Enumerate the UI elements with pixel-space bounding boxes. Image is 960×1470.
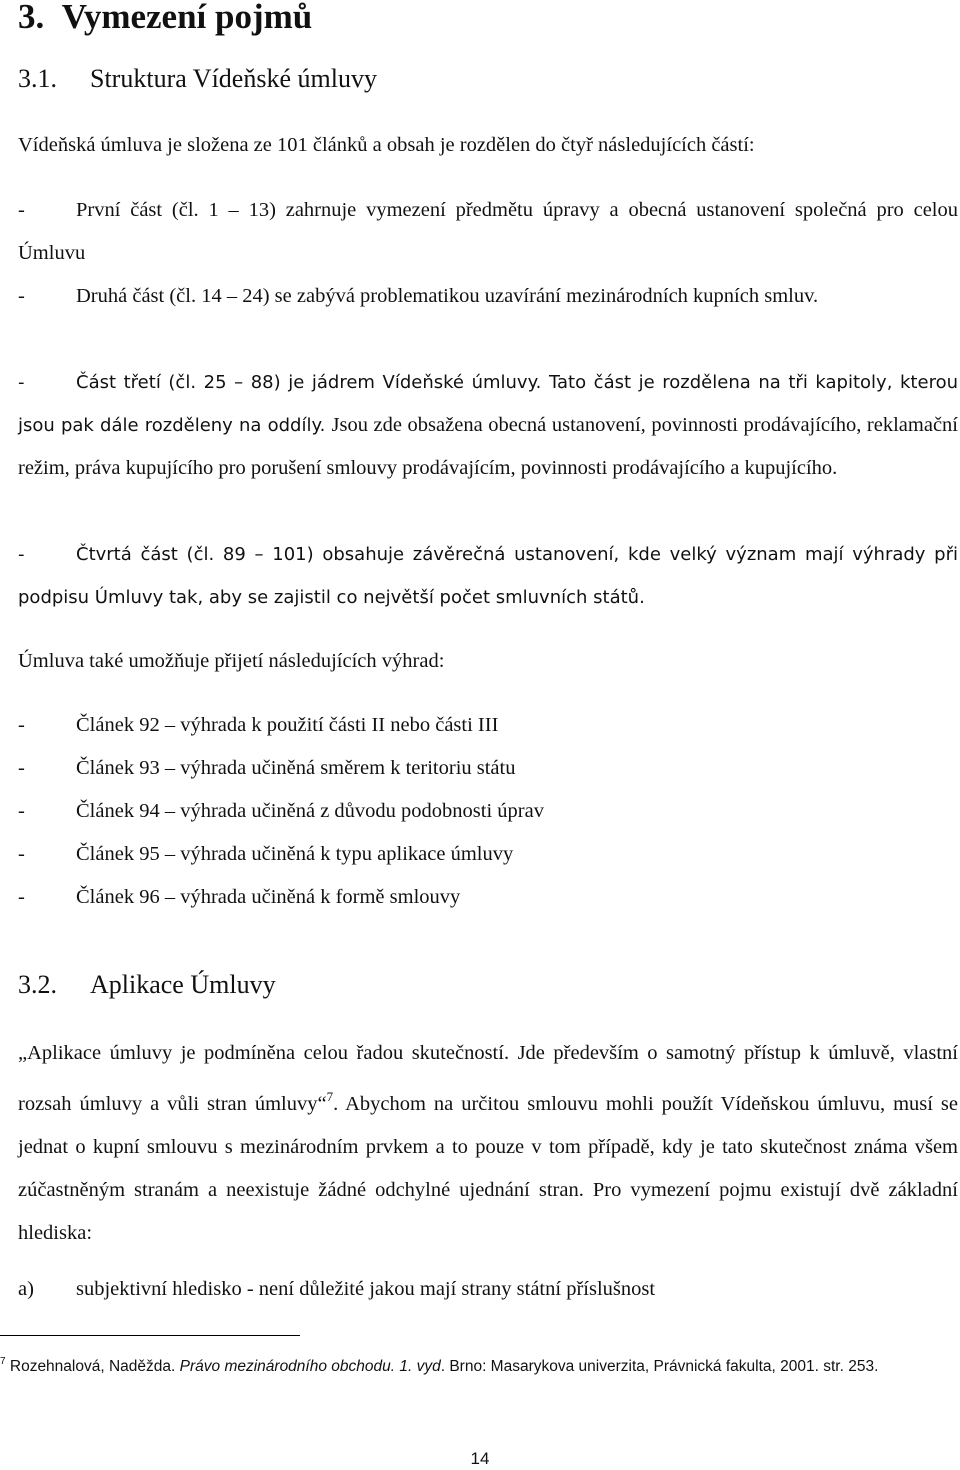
- list-marker: -: [18, 886, 25, 908]
- paragraph-text: . Abychom na určitou smlouvu mohli použít Vídeňskou úmluvu, musí se jednat o kupní smlouvu s mezinárodním prvkem a to pouze v tom případě, kdy je tato skutečnost známa všem zúčastněným stranám a neexistuje žádné odchylné ujednání stran. Pro vymezení pojmu existují dvě základní hlediska:: [18, 1093, 958, 1244]
- criteria-text: subjektivní hledisko - není důležité jakou mají strany státní příslušnost: [76, 1278, 656, 1300]
- section-heading: [18, 970, 958, 1000]
- reservation-text: Článek 93 – výhrada učiněná směrem k teritoriu státu: [76, 757, 516, 779]
- reservation-item: [18, 747, 958, 790]
- list-marker: -: [18, 800, 25, 822]
- list-marker: -: [18, 544, 25, 565]
- list-marker: -: [18, 714, 25, 736]
- footnote-title: Právo mezinárodního obchodu. 1. vyd: [179, 1358, 441, 1375]
- reservation-item: [18, 704, 958, 747]
- reservation-item: [18, 876, 958, 919]
- footnote: [0, 1349, 955, 1379]
- footnote-number: 7: [0, 1356, 6, 1367]
- footnote-reference: 7: [326, 1089, 334, 1104]
- list-marker: a): [18, 1278, 34, 1300]
- list-item-part-3: [18, 361, 958, 490]
- list-item-part-1: [18, 189, 958, 275]
- quotation: „Aplikace úmluvy je podmíněna celou řadou skutečností. Jde především o samotný přístup k úmluvě, vlastní rozsah úmluvy a vůli stran úmluvy“: [18, 1042, 958, 1115]
- list-item-text: První část (čl. 1 – 13) zahrnuje vymezení předmětu úpravy a obecná ustanovení společná pro celou Úmluvu: [18, 199, 958, 264]
- list-item-text: Čtvrtá část (čl. 89 – 101) obsahuje závěrečná ustanovení, kde velký význam mají výhrady při podpisu Úmluvy tak, aby se zajistil co největší počet smluvních států.: [18, 544, 958, 608]
- list-marker: -: [18, 285, 25, 307]
- intro-paragraph: Vídeňská úmluva je složena ze 101 článků a obsah je rozdělen do čtyř následujících částí:: [18, 134, 755, 156]
- chapter-heading: [18, 0, 958, 36]
- section-number: 3.2.: [18, 970, 57, 999]
- section-title: Struktura Vídeňské úmluvy: [90, 64, 377, 93]
- footnote-publication: . Brno: Masarykova univerzita, Právnická fakulta, 2001. str. 253.: [440, 1358, 879, 1375]
- list-item-text: Část třetí (čl. 25 – 88) je jádrem Vídeňské úmluvy. Tato část je rozdělena na tři kapitoly, kterou jsou pak dále rozděleny na oddíly.: [18, 372, 958, 436]
- reservation-text: Článek 92 – výhrada k použití části II nebo části III: [76, 714, 499, 736]
- section-title: Aplikace Úmluvy: [90, 970, 276, 999]
- reservation-text: Článek 95 – výhrada učiněná k typu aplikace úmluvy: [76, 843, 514, 865]
- chapter-number: 3.: [18, 0, 45, 36]
- footnote-separator: [0, 1335, 300, 1336]
- reservation-item: [18, 790, 958, 833]
- section-heading: [18, 64, 958, 94]
- list-item-part-4: [18, 533, 958, 619]
- list-marker: -: [18, 199, 25, 221]
- list-marker: -: [18, 843, 25, 865]
- list-marker: -: [18, 372, 25, 393]
- section-number: 3.1.: [18, 64, 57, 93]
- reservation-item: [18, 833, 958, 876]
- reservations-intro: Úmluva také umožňuje přijetí následujících výhrad:: [18, 650, 445, 672]
- reservation-text: Článek 96 – výhrada učiněná k formě smlouvy: [76, 886, 461, 908]
- list-marker: -: [18, 757, 25, 779]
- list-item-continuation: Jsou zde obsažena obecná ustanovení, povinnosti prodávajícího, reklamační režim, práva kupujícího pro porušení smlouvy prodávajícím, povinnosti prodávajícího a kupujícího.: [18, 414, 958, 479]
- application-paragraph: [18, 1032, 958, 1255]
- footnote-authors: Rozehnalová, Naděžda.: [9, 1358, 176, 1375]
- list-item-part-2: [18, 275, 958, 318]
- list-item-text: Druhá část (čl. 14 – 24) se zabývá problematikou uzavírání mezinárodních kupních smluv.: [76, 285, 819, 307]
- chapter-title: Vymezení pojmů: [61, 0, 313, 36]
- criteria-item: [18, 1268, 958, 1311]
- reservation-text: Článek 94 – výhrada učiněná z důvodu podobnosti úprav: [76, 800, 544, 822]
- page-number: 14: [470, 1449, 490, 1468]
